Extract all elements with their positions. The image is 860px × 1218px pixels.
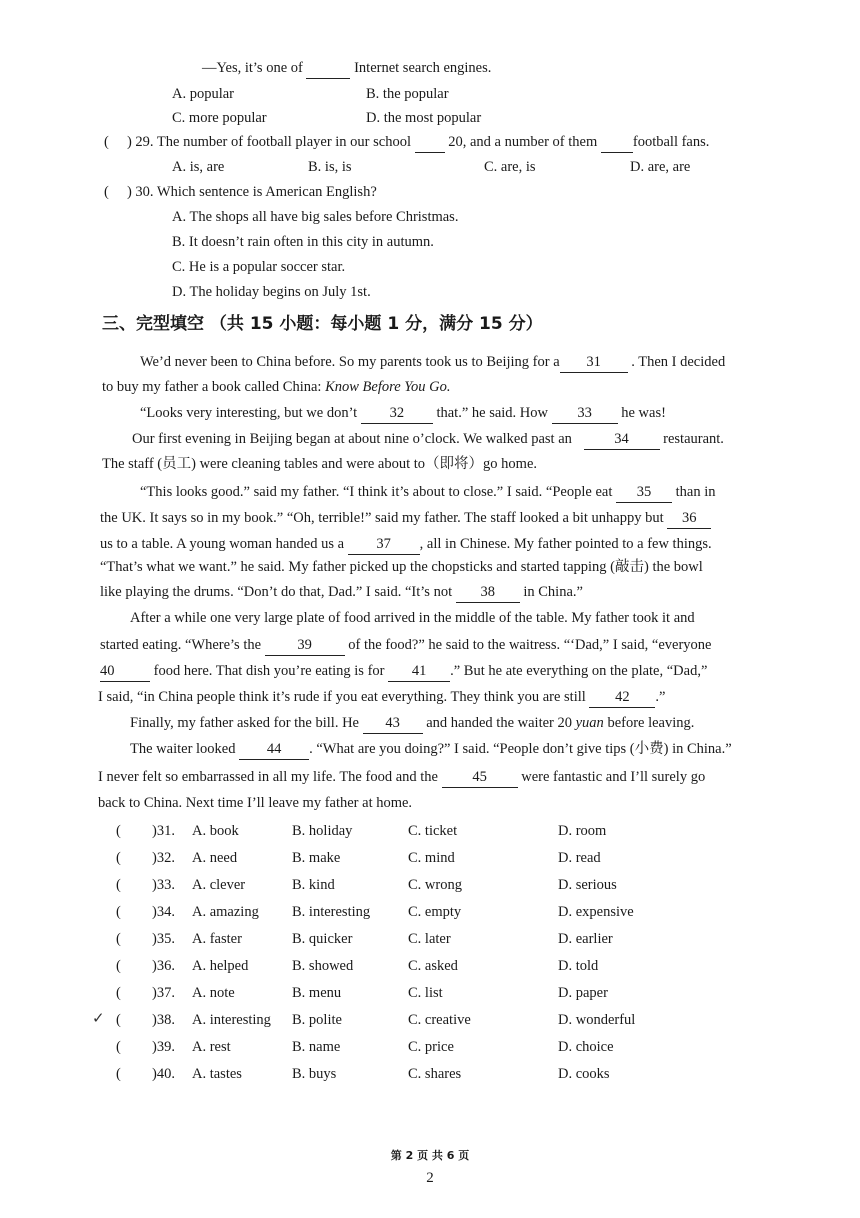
option-b: B. quicker bbox=[292, 931, 353, 947]
option-c: C. creative bbox=[408, 1012, 471, 1028]
passage-text: Finally, my father asked for the bill. He bbox=[130, 715, 359, 731]
option-c: C. price bbox=[408, 1039, 454, 1055]
passage-text: . “What are you doing?” I said. “People don’t give tips (小费) in China.” bbox=[309, 741, 732, 757]
choice-row bbox=[110, 847, 670, 869]
blank-41: 41 bbox=[388, 661, 450, 682]
passage-line-14 bbox=[98, 687, 665, 708]
choice-row bbox=[110, 1009, 670, 1031]
passage-text: than in bbox=[675, 484, 716, 500]
question-number: )32. bbox=[152, 850, 175, 866]
option-d: D. paper bbox=[558, 985, 608, 1001]
q29-option-a: A. is, are bbox=[172, 159, 225, 175]
option-a: A. helped bbox=[192, 958, 249, 974]
passage-line-13 bbox=[100, 661, 707, 682]
question-number: )31. bbox=[152, 823, 175, 839]
passage-text: .” bbox=[655, 689, 666, 705]
q28-option-d: D. the most popular bbox=[366, 110, 482, 126]
passage-text: I said, “in China people think it’s rude if you eat everything. They think you are still bbox=[98, 689, 586, 705]
passage-text: before leaving. bbox=[607, 715, 695, 731]
option-a: A. book bbox=[192, 823, 239, 839]
passage-line-16 bbox=[130, 739, 732, 760]
q28-line bbox=[202, 58, 491, 79]
passage-text: , all in Chinese. My father pointed to a few things. bbox=[419, 536, 712, 552]
option-a: A. tastes bbox=[192, 1066, 242, 1082]
q30-stem: 30. Which sentence is American English? bbox=[135, 184, 377, 200]
blank-33: 33 bbox=[552, 403, 618, 424]
answer-paren: ( bbox=[116, 985, 121, 1001]
choice-row bbox=[110, 1036, 670, 1058]
blank-32: 32 bbox=[361, 403, 433, 424]
blank-35: 35 bbox=[616, 482, 672, 503]
option-a: A. rest bbox=[192, 1039, 231, 1055]
q29-stem1: 29. The number of football player in our school bbox=[135, 134, 411, 150]
passage-text: restaurant. bbox=[663, 431, 724, 447]
blank-45: 45 bbox=[442, 767, 518, 788]
question-number: )36. bbox=[152, 958, 175, 974]
page-number: 2 bbox=[426, 1170, 434, 1186]
passage-text: We’d never been to China before. So my parents took us to Beijing for a bbox=[140, 354, 560, 370]
option-c: C. later bbox=[408, 931, 451, 947]
choice-row bbox=[110, 874, 670, 896]
question-number: )40. bbox=[152, 1066, 175, 1082]
passage-text: were fantastic and I’ll surely go bbox=[521, 769, 706, 785]
passage-line-12 bbox=[100, 635, 711, 656]
passage-line-10 bbox=[100, 582, 583, 603]
q29-option-b: B. is, is bbox=[308, 159, 352, 175]
passage-text: like playing the drums. “Don’t do that, Dad.” I said. “It’s not bbox=[100, 584, 453, 600]
q29-blank2 bbox=[601, 132, 633, 153]
option-b: B. name bbox=[292, 1039, 341, 1055]
q28-text: —Yes, it’s one of bbox=[202, 60, 303, 76]
option-c: C. asked bbox=[408, 958, 458, 974]
passage-line-15 bbox=[130, 713, 694, 734]
q29-paren: ( ) bbox=[104, 134, 132, 150]
question-number: )38. bbox=[152, 1012, 175, 1028]
passage-text: that.” he said. How bbox=[436, 405, 548, 421]
section-3-title: 三、完型填空 （共 15 小题：每小题 1 分，满分 15 分） bbox=[102, 314, 543, 334]
option-d: D. cooks bbox=[558, 1066, 610, 1082]
answer-paren: ( bbox=[116, 1066, 121, 1082]
question-number: )37. bbox=[152, 985, 175, 1001]
passage-text: food here. That dish you’re eating is for bbox=[153, 663, 385, 679]
option-c: C. list bbox=[408, 985, 443, 1001]
option-d: D. earlier bbox=[558, 931, 613, 947]
currency-word: yuan bbox=[575, 715, 604, 731]
option-b: B. polite bbox=[292, 1012, 342, 1028]
passage-line-4 bbox=[132, 429, 724, 450]
page-label: 第 2 页 共 6 页 bbox=[390, 1149, 470, 1162]
answer-paren: ( bbox=[116, 904, 121, 920]
checkmark-icon: ✓ bbox=[92, 1011, 105, 1027]
passage-text: he was! bbox=[621, 405, 666, 421]
passage-text: . Then I decided bbox=[631, 354, 726, 370]
option-a: A. interesting bbox=[192, 1012, 271, 1028]
passage-line-2 bbox=[102, 377, 451, 397]
q29-stem2: 20, and a number of them bbox=[448, 134, 598, 150]
question-number: )39. bbox=[152, 1039, 175, 1055]
passage-line-11: After a while one very large plate of food arrived in the middle of the table. My father took it and bbox=[130, 610, 695, 626]
option-d: D. told bbox=[558, 958, 599, 974]
q30-option-c: C. He is a popular soccer star. bbox=[172, 259, 346, 275]
choice-row bbox=[110, 955, 670, 977]
q29-option-d: D. are, are bbox=[630, 159, 691, 175]
passage-line-5: The staff (员工) were cleaning tables and were about to（即将）go home. bbox=[102, 456, 537, 472]
passage-line-3 bbox=[140, 403, 666, 424]
passage-text: Our first evening in Beijing began at about nine o’clock. We walked past an bbox=[132, 431, 572, 447]
blank-34: 34 bbox=[584, 429, 660, 450]
passage-line-8 bbox=[100, 534, 712, 555]
blank-37: 37 bbox=[348, 534, 420, 555]
passage-text: to buy my father a book called China: bbox=[102, 379, 322, 395]
passage-line-9: “That’s what we want.” he said. My father picked up the chopsticks and started tapping (敲击) the bowl bbox=[100, 559, 703, 575]
blank-36: 36 bbox=[667, 508, 711, 529]
passage-text: the UK. It says so in my book.” “Oh, terrible!” said my father. The staff looked a bit unhappy but bbox=[100, 510, 664, 526]
option-d: D. wonderful bbox=[558, 1012, 636, 1028]
option-d: D. serious bbox=[558, 877, 617, 893]
option-b: B. showed bbox=[292, 958, 354, 974]
q30-paren: ( ) bbox=[104, 184, 132, 200]
q30-option-b: B. It doesn’t rain often in this city in autumn. bbox=[172, 234, 434, 250]
blank-38: 38 bbox=[456, 582, 520, 603]
answer-paren: ( bbox=[116, 931, 121, 947]
passage-text: in China.” bbox=[523, 584, 583, 600]
option-d: D. choice bbox=[558, 1039, 614, 1055]
answer-paren: ( bbox=[116, 1039, 121, 1055]
option-b: B. make bbox=[292, 850, 341, 866]
option-b: B. buys bbox=[292, 1066, 337, 1082]
passage-line-1 bbox=[140, 352, 725, 373]
option-a: A. need bbox=[192, 850, 238, 866]
q30-option-d: D. The holiday begins on July 1st. bbox=[172, 284, 371, 300]
blank-31: 31 bbox=[560, 352, 628, 373]
choice-row bbox=[110, 901, 670, 923]
q29-option-c: C. are, is bbox=[484, 159, 536, 175]
blank-43: 43 bbox=[363, 713, 423, 734]
book-title: Know Before You Go. bbox=[325, 379, 451, 395]
option-d: D. expensive bbox=[558, 904, 634, 920]
option-b: B. holiday bbox=[292, 823, 353, 839]
passage-text: .” But he ate everything on the plate, “Dad,” bbox=[450, 663, 708, 679]
q28-text-end: Internet search engines. bbox=[354, 60, 492, 76]
option-c: C. wrong bbox=[408, 877, 462, 893]
passage-text: started eating. “Where’s the bbox=[100, 637, 262, 653]
passage-text: us to a table. A young woman handed us a bbox=[100, 536, 345, 552]
passage-text: The waiter looked bbox=[130, 741, 236, 757]
q29-line bbox=[104, 132, 709, 153]
q28-option-a: A. popular bbox=[172, 86, 235, 102]
passage-text: of the food?” he said to the waitress. “‘Dad,” I said, “everyone bbox=[348, 637, 712, 653]
option-c: C. mind bbox=[408, 850, 455, 866]
answer-paren: ( bbox=[116, 850, 121, 866]
option-c: C. shares bbox=[408, 1066, 462, 1082]
option-d: D. room bbox=[558, 823, 607, 839]
passage-line-17 bbox=[98, 767, 705, 788]
q30-line bbox=[104, 182, 377, 202]
blank-40: 40 bbox=[100, 661, 150, 682]
q30-option-a: A. The shops all have big sales before Christmas. bbox=[172, 209, 459, 225]
choice-row bbox=[110, 820, 670, 842]
answer-paren: ( bbox=[116, 823, 121, 839]
option-c: C. ticket bbox=[408, 823, 458, 839]
passage-text: “Looks very interesting, but we don’t bbox=[140, 405, 358, 421]
passage-text: and handed the waiter 20 bbox=[426, 715, 572, 731]
passage-line-7 bbox=[100, 508, 711, 529]
option-a: A. amazing bbox=[192, 904, 259, 920]
option-b: B. interesting bbox=[292, 904, 371, 920]
q28-blank bbox=[306, 58, 350, 79]
passage-line-6 bbox=[140, 482, 715, 503]
q29-blank1 bbox=[415, 132, 445, 153]
q28-option-b: B. the popular bbox=[366, 86, 449, 102]
answer-paren: ( bbox=[116, 877, 121, 893]
option-c: C. empty bbox=[408, 904, 462, 920]
option-d: D. read bbox=[558, 850, 601, 866]
blank-44: 44 bbox=[239, 739, 309, 760]
choice-row bbox=[110, 928, 670, 950]
option-a: A. clever bbox=[192, 877, 246, 893]
answer-paren: ( bbox=[116, 958, 121, 974]
option-b: B. menu bbox=[292, 985, 342, 1001]
passage-line-18: back to China. Next time I’ll leave my father at home. bbox=[98, 795, 413, 811]
choice-row bbox=[110, 1063, 670, 1085]
blank-42: 42 bbox=[589, 687, 655, 708]
answer-paren: ( bbox=[116, 1012, 121, 1028]
q28-option-c: C. more popular bbox=[172, 110, 267, 126]
question-number: )35. bbox=[152, 931, 175, 947]
blank-39: 39 bbox=[265, 635, 345, 656]
q29-stem3: football fans. bbox=[632, 134, 710, 150]
question-number: )34. bbox=[152, 904, 175, 920]
passage-text: “This looks good.” said my father. “I think it’s about to close.” I said. “People eat bbox=[140, 484, 613, 500]
question-number: )33. bbox=[152, 877, 175, 893]
passage-text: I never felt so embarrassed in all my life. The food and the bbox=[98, 769, 438, 785]
choice-row bbox=[110, 982, 670, 1004]
option-b: B. kind bbox=[292, 877, 335, 893]
option-a: A. note bbox=[192, 985, 235, 1001]
option-a: A. faster bbox=[192, 931, 242, 947]
